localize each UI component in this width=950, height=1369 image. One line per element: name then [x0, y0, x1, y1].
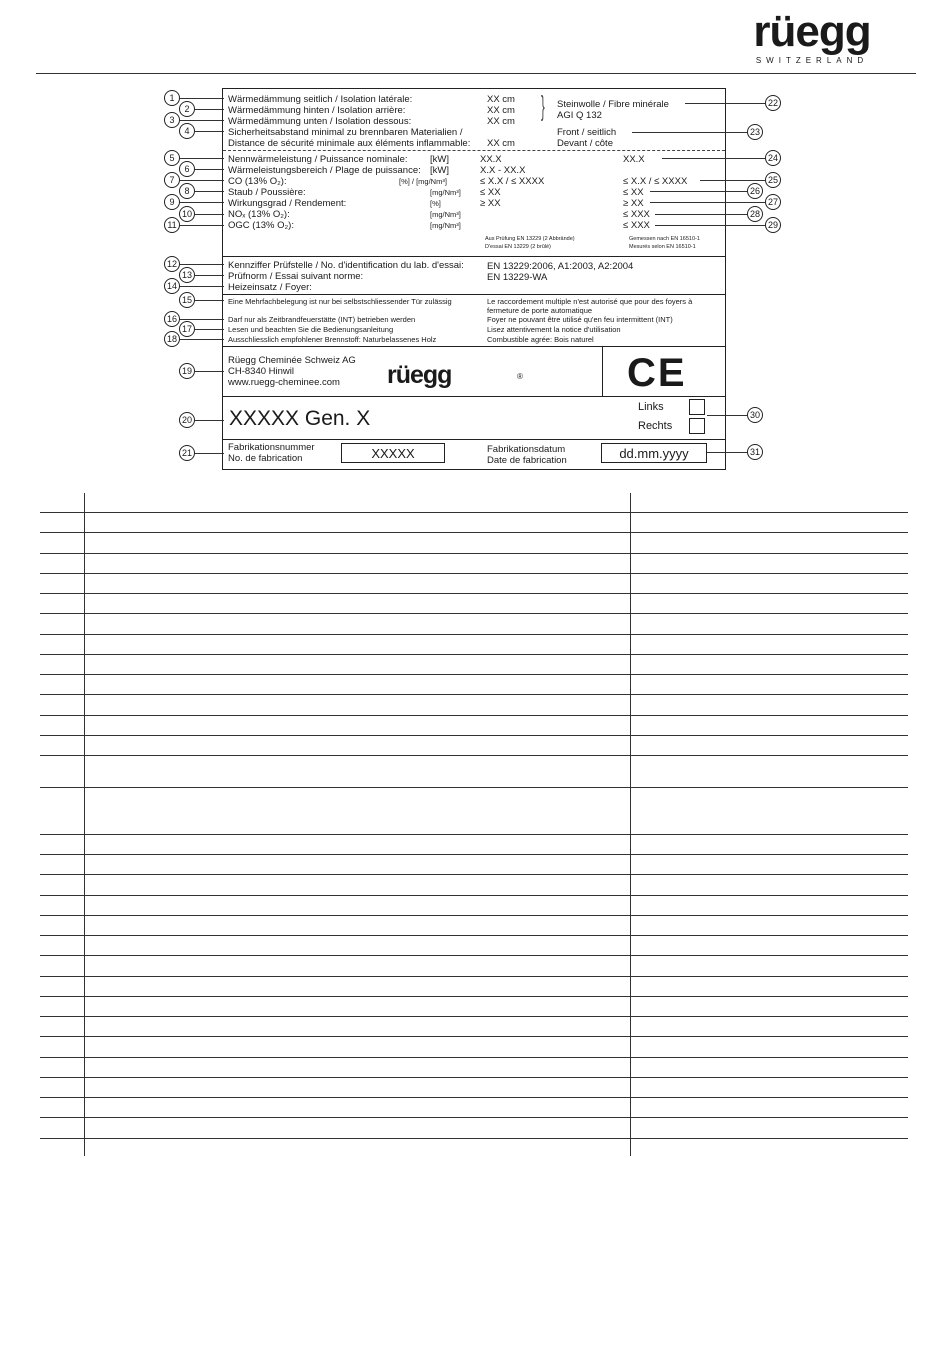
insulation-material-2: AGI Q 132	[557, 110, 602, 121]
leader-line	[632, 132, 747, 133]
legend-table	[40, 493, 908, 1156]
table-row	[40, 594, 908, 614]
table-row	[40, 614, 908, 635]
leader-line	[195, 329, 224, 330]
note-de-2: Darf nur als Zeitbrandfeuerstätte (INT) betrieben werden	[228, 315, 416, 324]
table-row	[40, 835, 908, 855]
leader-line	[195, 214, 224, 215]
callout-2: 2	[179, 101, 195, 117]
leader-line	[195, 131, 224, 132]
dashed-divider	[223, 150, 725, 151]
leader-line	[195, 169, 224, 170]
callout-20: 20	[179, 412, 195, 428]
leader-line	[707, 415, 747, 416]
leader-line	[180, 180, 224, 181]
header-divider	[36, 73, 916, 74]
table-row	[40, 936, 908, 956]
right-label: Rechts	[638, 420, 673, 432]
leader-line	[180, 158, 224, 159]
table-row	[40, 1058, 908, 1078]
ruegg-logo	[708, 6, 916, 68]
co-unit: [%] / [mg/Nm³]	[399, 177, 447, 186]
callout-25: 25	[765, 172, 781, 188]
table-row	[40, 655, 908, 675]
insulation-back-label: Wärmedämmung hinten / Isolation arrière:	[228, 105, 406, 116]
test-norm-label: Prüfnorm / Essai suivant norme:	[228, 271, 364, 282]
table-row	[40, 788, 908, 835]
divider-5	[223, 439, 725, 440]
safety-distance-label-2: Distance de sécurité minimale aux éléments inflammable:	[228, 138, 471, 149]
efficiency-unit: [%]	[430, 199, 441, 208]
table-row	[40, 574, 908, 594]
table-row	[40, 997, 908, 1017]
table-column-divider	[630, 493, 631, 1156]
insulation-bottom-label: Wärmedämmung unten / Isolation dessous:	[228, 116, 412, 127]
logo-wordmark: rüegg	[753, 7, 871, 56]
divider-2	[223, 294, 725, 295]
lab-id-label: Kennziffer Prüfstelle / No. d'identification du lab. d'essai:	[228, 260, 464, 271]
note-fr-1: Le raccordement multiple n'est autorisé que pour des foyers à	[487, 297, 693, 306]
divider-1	[223, 256, 725, 257]
table-row	[40, 977, 908, 997]
power-range-value: X.X - XX.X	[480, 165, 526, 176]
callout-29: 29	[765, 217, 781, 233]
insulation-side-value: XX cm	[487, 94, 515, 105]
insulation-bottom-value: XX cm	[487, 116, 515, 127]
callout-23: 23	[747, 124, 763, 140]
callout-11: 11	[164, 217, 180, 233]
callout-15: 15	[179, 292, 195, 308]
nox-value-2: ≤ XXX	[623, 209, 650, 220]
note-fr-3: Foyer ne pouvant être utilisé qu'en feu intermittent (INT)	[487, 315, 673, 324]
leader-line	[180, 120, 224, 121]
callout-3: 3	[164, 112, 180, 128]
note-fr-2: fermeture de porte automatique	[487, 306, 593, 315]
table-row	[40, 554, 908, 574]
direction-1: Front / seitlich	[557, 127, 617, 138]
table-row	[40, 695, 908, 716]
callout-13: 13	[179, 267, 195, 283]
insulation-back-value: XX cm	[487, 105, 515, 116]
callout-5: 5	[164, 150, 180, 166]
callout-26: 26	[747, 183, 763, 199]
safety-distance-label-1: Sicherheitsabstand minimal zu brennbaren Materialien /	[228, 127, 463, 138]
efficiency-value: ≥ XX	[480, 198, 501, 209]
date-value: dd.mm.yyyy	[619, 446, 689, 461]
leader-line	[655, 214, 747, 215]
dust-value: ≤ XX	[480, 187, 501, 198]
callout-17: 17	[179, 321, 195, 337]
note-fr-4: Lisez attentivement la notice d'utilisation	[487, 325, 621, 334]
nominal-power-label: Nennwärmeleistung / Puissance nominale:	[228, 154, 408, 165]
nox-label: NOₓ (13% O₂):	[228, 209, 290, 220]
logo-subtitle: SWITZERLAND	[755, 56, 869, 65]
nominal-power-value: XX.X	[480, 154, 502, 165]
table-row	[40, 896, 908, 916]
date-label-1: Fabrikationsdatum	[487, 444, 566, 455]
serial-value: XXXXX	[371, 446, 415, 461]
note-de-4: Ausschliesslich empfohlener Brennstoff: Naturbelassenes Holz	[228, 335, 437, 344]
leader-line	[700, 180, 765, 181]
note-de-1: Eine Mehrfachbelegung ist nur bei selbstschliessender Tür zulässig	[228, 297, 452, 306]
leader-line	[195, 191, 224, 192]
callout-16: 16	[164, 311, 180, 327]
serial-label-1: Fabrikationsnummer	[228, 442, 315, 453]
table-row	[40, 956, 908, 977]
right-checkbox[interactable]	[689, 418, 705, 434]
table-row	[40, 916, 908, 936]
nox-unit: [mg/Nm³]	[430, 210, 461, 219]
leader-line	[662, 158, 765, 159]
callout-21: 21	[179, 445, 195, 461]
table-row	[40, 675, 908, 695]
table-row	[40, 875, 908, 896]
leader-line	[195, 453, 224, 454]
serial-label-2: No. de fabrication	[228, 453, 303, 464]
leader-line	[180, 339, 224, 340]
leader-line	[180, 319, 224, 320]
leader-line	[195, 300, 224, 301]
leader-line	[195, 109, 224, 110]
callout-9: 9	[164, 194, 180, 210]
serial-box	[341, 443, 445, 463]
leader-line	[707, 452, 747, 453]
table-column-divider	[84, 493, 85, 1156]
table-row	[40, 1118, 908, 1139]
direction-2: Devant / côte	[557, 138, 613, 149]
callout-22: 22	[765, 95, 781, 111]
ogc-value-2: ≤ XXX	[623, 220, 650, 231]
ce-divider	[602, 346, 603, 396]
ce-mark: CE	[627, 351, 687, 395]
leader-line	[650, 202, 765, 203]
safety-distance-value: XX cm	[487, 138, 515, 149]
table-row	[40, 855, 908, 875]
callout-1: 1	[164, 90, 180, 106]
table-row	[40, 1078, 908, 1098]
callout-8: 8	[179, 183, 195, 199]
nominal-power-unit: [kW]	[430, 154, 449, 165]
dust-unit: [mg/Nm³]	[430, 188, 461, 197]
table-row	[40, 1037, 908, 1058]
co-value: ≤ X.X / ≤ XXXX	[480, 176, 545, 187]
table-row	[40, 1098, 908, 1118]
leader-line	[180, 98, 224, 99]
efficiency-label: Wirkungsgrad / Rendement:	[228, 198, 347, 209]
power-range-label: Wärmeleistungsbereich / Plage de puissance:	[228, 165, 421, 176]
table-row	[40, 716, 908, 736]
leader-line	[180, 264, 224, 265]
left-checkbox[interactable]	[689, 399, 705, 415]
callout-6: 6	[179, 161, 195, 177]
callout-31: 31	[747, 444, 763, 460]
callout-19: 19	[179, 363, 195, 379]
leader-line	[655, 225, 765, 226]
callout-27: 27	[765, 194, 781, 210]
divider-4	[223, 396, 725, 397]
date-label-2: Date de fabrication	[487, 455, 567, 466]
model-name: XXXXX Gen. X	[229, 407, 371, 430]
leader-line	[195, 275, 224, 276]
lab-id-value: EN 13229:2006, A1:2003, A2:2004	[487, 261, 634, 272]
co-value-2: ≤ X.X / ≤ XXXX	[623, 176, 688, 187]
left-label: Links	[638, 401, 664, 413]
efficiency-value-2: ≥ XX	[623, 198, 644, 209]
test-note-1a: Aus Prüfung EN 13229 (2 Abbrände)	[485, 236, 575, 242]
note-de-3: Lesen und beachten Sie die Bedienungsanleitung	[228, 325, 394, 334]
leader-line	[685, 103, 765, 104]
test-note-1b: D'essai EN 13229 (2 brûlé)	[485, 244, 551, 250]
test-note-2b: Mesurés selon EN 16510-1	[629, 244, 696, 250]
manufacturer-website: www.ruegg-cheminee.com	[228, 377, 340, 388]
table-row	[40, 736, 908, 756]
callout-18: 18	[164, 331, 180, 347]
manufacturer-city: CH-8340 Hinwil	[228, 366, 294, 377]
table-header-row	[40, 493, 908, 513]
insulation-material-1: Steinwolle / Fibre minérale	[557, 99, 669, 110]
ogc-unit: [mg/Nm³]	[430, 221, 461, 230]
dust-label: Staub / Poussière:	[228, 187, 306, 198]
leader-line	[180, 202, 224, 203]
callout-14: 14	[164, 278, 180, 294]
plate-logo: rüegg	[387, 361, 452, 389]
registered-mark: ®	[517, 372, 523, 381]
type-plate	[222, 88, 726, 470]
co-label: CO (13% O₂):	[228, 176, 287, 187]
date-box	[601, 443, 707, 463]
nominal-power-value-2: XX.X	[623, 154, 645, 165]
leader-line	[195, 371, 224, 372]
power-range-unit: [kW]	[430, 165, 449, 176]
callout-24: 24	[765, 150, 781, 166]
table-row	[40, 1017, 908, 1037]
callout-30: 30	[747, 407, 763, 423]
dust-value-2: ≤ XX	[623, 187, 644, 198]
table-row	[40, 635, 908, 655]
leader-line	[180, 286, 224, 287]
table-row	[40, 756, 908, 788]
note-fr-5: Combustible agrée: Bois naturel	[487, 335, 594, 344]
callout-10: 10	[179, 206, 195, 222]
manufacturer-name: Rüegg Cheminée Schweiz AG	[228, 355, 356, 366]
leader-line	[180, 225, 224, 226]
callout-7: 7	[164, 172, 180, 188]
insert-label: Heizeinsatz / Foyer:	[228, 282, 312, 293]
callout-12: 12	[164, 256, 180, 272]
callout-4: 4	[179, 123, 195, 139]
ogc-label: OGC (13% O₂):	[228, 220, 294, 231]
table-row	[40, 513, 908, 533]
callout-28: 28	[747, 206, 763, 222]
insulation-side-label: Wärmedämmung seitlich / Isolation latérale:	[228, 94, 413, 105]
table-row	[40, 533, 908, 554]
divider-3	[223, 346, 725, 347]
brace-icon: }	[541, 90, 545, 121]
leader-line	[195, 420, 224, 421]
test-note-2a: Gemessen nach EN 16510-1	[629, 236, 700, 242]
leader-line	[650, 191, 747, 192]
test-norm-value: EN 13229-WA	[487, 272, 548, 283]
